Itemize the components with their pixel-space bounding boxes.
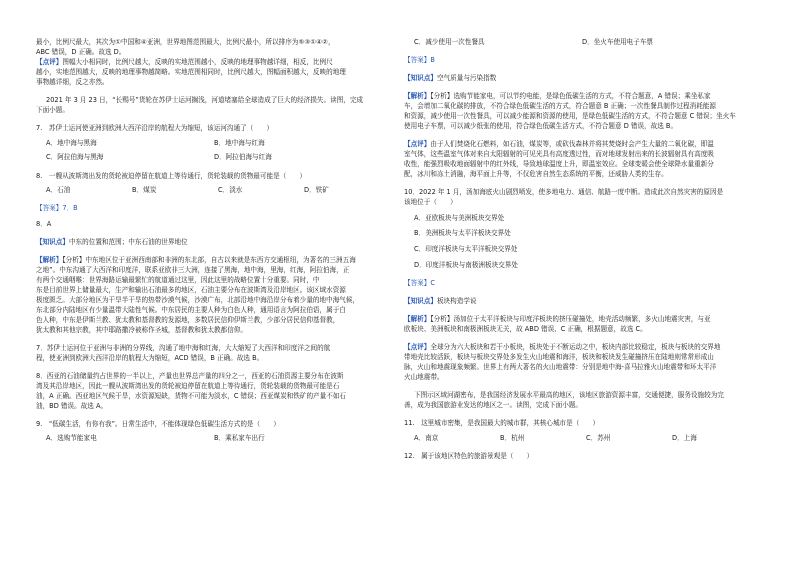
- text-line: 该地位于（ ）: [404, 198, 457, 206]
- text-line: 使用电子车票，可以减少纸张的使用，符合绿色低碳生活方式，不符合题意 D 错误，故选 B。: [404, 122, 678, 130]
- option-b: B．地中海与红海: [214, 139, 265, 147]
- text-line: 之地”。中东沟通了大西洋和印度洋，联系亚欧非三大洲，连接了黑海，地中海，里海，红海，阿拉伯海，正: [36, 266, 350, 274]
- text-line: 下图示区域河湖密布，是我国经济发展水平最高的地区，该地区旅游资源丰富，交通便捷，服务设施较为完: [414, 391, 724, 399]
- line-text: 全球分为六大板块和若干小板块，板块处于不断运动之中，板块内部比较稳定，板块与板块的交界地: [430, 343, 721, 351]
- text-line: 油，BD 错误。故选 A。: [36, 402, 108, 410]
- text-line: 事物越详细，反之亦然。: [36, 78, 109, 86]
- option: A．亚欧板块与美洲板块交界处: [414, 214, 505, 222]
- section-tag: 【点评】: [404, 343, 431, 351]
- line-text: 图幅大小相同时，比例尺越大，反映的实地范围越小，反映的地理事物越详细，相反，比例尺: [62, 58, 333, 66]
- section-tag: 【点评】: [36, 58, 63, 66]
- line-text: 【分析】选购节能家电，可以节约电能，是绿色低碳生活的方式，不符合题意，A 错误；乘坐私家: [430, 92, 711, 100]
- option-a: C．阿拉伯海与黑海: [46, 153, 104, 161]
- line-text: 板块构造学说: [436, 297, 477, 305]
- text-line: 【答案】7．B: [36, 204, 78, 212]
- option-a: A．地中海与黑海: [46, 139, 97, 147]
- option-c: C．淡水: [218, 186, 243, 194]
- text-line: 欧板块、美洲板块和南极洲板块无关，故 ABD 错误、C 正确，根据题意，故选 C。: [404, 325, 647, 333]
- text-line: [404, 315, 711, 324]
- option-c: C．苏州: [586, 434, 611, 442]
- text-line: 带地壳比较活跃，板块与板块交界处多发生火山地震和海洋，板块和板块发生碰撞挤压在陆地则常常形成山: [404, 353, 714, 361]
- option-a: A．石油: [46, 186, 71, 194]
- text-line: [404, 297, 477, 306]
- line-text: 由于人们焚烧化石燃料，如石油，煤炭等，或砍伐森林并将其焚烧时会产生大量的二氧化碳，即温: [430, 140, 714, 148]
- text-line: 收性，能强烈吸收地面辐射中的红外线，导致地球温度上升，即温室效应。全球变暖会使全球降水量重新分: [404, 160, 714, 168]
- text-line: ABC 错误，D 正确。故选 D。: [36, 48, 126, 56]
- line-text: 【分析】汤加位于太平洋板块与印度洋板块的挤压碰撞处，地壳活动频繁，多火山地震灾害，与亚: [430, 315, 711, 323]
- text-line: [404, 140, 714, 149]
- text-line: 9. “低碳生活，有你有我”。日常生活中，不能体现绿色低碳生活方式的是（ ）: [36, 420, 280, 428]
- section-tag: 【知识点】: [36, 238, 69, 246]
- text-line: 室气体，这些温室气体对来自太阳辐射的可见光具有高度透过性，而对地球发射出来的长波辐射具有高度吸: [404, 150, 714, 158]
- text-line: 下面小题。: [36, 106, 69, 114]
- text-line: 最小，比例尺最大，其次为①中国和④亚洲，世界地图范围最大，比例尺最小，所以排序为⑤③①④②，: [36, 38, 335, 46]
- text-line: 东是目前世界上储量最大，生产和输出石油最多的地区，石油主要分布在波斯湾及沿岸地区。该区域水资源: [36, 286, 346, 294]
- text-line: 东北部分内陆地区有少量温带大陆性气候。中东居民的主要人种为白色人种，通用语言为阿拉伯语，属于白: [36, 306, 346, 314]
- text-line: 火山地震带。: [404, 373, 444, 381]
- text-line: 7. 苏伊士运河使亚洲到欧洲大西洋沿岸的航程大为缩短，该运河沟通了（ ）: [36, 124, 274, 132]
- option: C．印度洋板块与太平洋板块交界处: [414, 245, 518, 253]
- option-d: D．铁矿: [304, 186, 329, 194]
- text-line: 油，A 正确。西亚地区气候干旱，水资源短缺，货物不可能为淡水，C 错误；西亚煤炭和铁矿的产量不如石: [36, 392, 347, 400]
- option-a: A．选购节能家电: [46, 434, 97, 442]
- text-line: [36, 58, 333, 67]
- section-tag: 【知识点】: [404, 74, 437, 82]
- option-b: D．阿拉伯海与红海: [214, 153, 272, 161]
- text-line: 车，会增加二氧化碳的排放，不符合绿色低碳生活的方式，符合题意 B 正确；一次性餐具制作过程消耗能源: [404, 102, 717, 110]
- text-line: [404, 92, 711, 101]
- text-line: 越小，实地范围越大，反映的地理事物越简略。实地范围相同时，比例尺越大，图幅面积越大，反映的地理: [36, 68, 346, 76]
- text-line: 湾及其沿岸地区，因此一艘从波斯湾出发的货轮被迫停留在航道上等待通行，货轮装载的货物最可能是石: [36, 382, 340, 390]
- text-line: 10．2022 年 1 月，汤加海底火山剧烈喷发，使多地电力、通信、航路一度中断。造成此次自然灾害的原因是: [404, 188, 724, 196]
- text-line: [404, 74, 496, 83]
- text-line: 脉，火山和地震现象频繁。世界上有两大著名的火山地震带：分别是地中海-喜马拉雅火山地震带和环太平洋: [404, 363, 717, 371]
- line-text: 空气质量与污染指数: [436, 74, 497, 82]
- option: D．印度洋板块与南极洲板块交界处: [414, 261, 518, 269]
- section-tag: 【知识点】: [404, 297, 437, 305]
- text-line: 和资源，减少使用一次性餐具，可以减少能源和资源的使用，是绿色低碳生活的方式，不符合题意 C 错误；坐火车: [404, 112, 736, 120]
- line-text: 【分析】中东地区位于亚洲西南部和非洲的东北部，自古以来就是东西方交通枢纽，为著名的三洲五海: [62, 256, 356, 264]
- option-b: B．乘私家车出行: [214, 434, 265, 442]
- text-line: [404, 343, 721, 352]
- section-tag: 【点评】: [404, 140, 431, 148]
- text-line: 【答案】B: [404, 56, 435, 64]
- text-line: 犹太教和其他宗教，其中耶路撒冷被称作圣城，基督教和犹太教都信仰。: [36, 326, 247, 334]
- text-line: [36, 238, 188, 247]
- text-line: 色人种，中东是伊斯兰教、犹太教和基督教的发源地，多数居民信仰伊斯兰教，少部分居民信仰基督教，: [36, 316, 340, 324]
- question-line: 8. 一艘从波斯湾出发的货轮被迫停留在航道上等待通行，货轮装载的货物最可能是（ ）: [36, 172, 307, 180]
- text-line: 8．A: [36, 220, 52, 228]
- option-b: B．煤炭: [132, 186, 157, 194]
- option-d: D．坐火车使用电子车票: [582, 38, 654, 46]
- section-tag: 【解析】: [404, 315, 431, 323]
- text-line: 配，冰川和冻土消融，海平面上升等，不仅危害自然生态系统的平衡，还威胁人类的生存。: [404, 170, 668, 178]
- text-line: 8．西亚的石油储量约占世界的一半以上，产量也世界总产量的四分之一，西亚的石油资源主要分布在波斯: [36, 372, 344, 380]
- text-line: 程，使亚洲到欧洲大西洋沿岸的航程大为缩短，ACD 错误，B 正确。故选 B。: [36, 354, 264, 362]
- option-a: A．南京: [414, 434, 439, 442]
- text-line: 有两个交通咽喉：世界海路运输最繁忙的航道通过这里，因此这里的战略位置十分重要。同时，中: [36, 276, 320, 284]
- text-line: 7．苏伊士运河位于亚洲与非洲的分界线，沟通了地中海和红海，大大缩短了大西洋和印度洋之间的航: [36, 344, 331, 352]
- section-tag: 【解析】: [36, 256, 63, 264]
- text-line: 【答案】C: [404, 279, 435, 287]
- option: B．美洲板块与太平洋板块交界处: [414, 229, 511, 237]
- text-line: 2021 年 3 月 23 日，“长赐号”货轮在苏伊士运河搁浅，河道堵塞给全球造成了巨大的经济损失。读图，完成: [46, 96, 364, 104]
- text-line: [36, 256, 356, 265]
- option-c: C．减少使用一次性餐具: [414, 38, 485, 46]
- option-d: D．上海: [672, 434, 697, 442]
- text-line: 11. 这里城市密集，是我国最大的城市群，其核心城市是（ ）: [404, 419, 600, 427]
- question-line: 12. 属于该地区特色的旅游景观是（ ）: [404, 452, 534, 460]
- text-line: 极度匮乏。大部分地区为干旱半干旱的热带沙漠气候，沙漠广布，北部沿地中海沿岸分布着少量的地中海气候，: [36, 296, 360, 304]
- text-line: 善，成为我国旅游业发达的地区之一。读图，完成下面小题。: [404, 401, 583, 409]
- section-tag: 【解析】: [404, 92, 431, 100]
- option-b: B．杭州: [500, 434, 525, 442]
- line-text: 中东的位置和范围；中东石油的世界地位: [68, 238, 188, 246]
